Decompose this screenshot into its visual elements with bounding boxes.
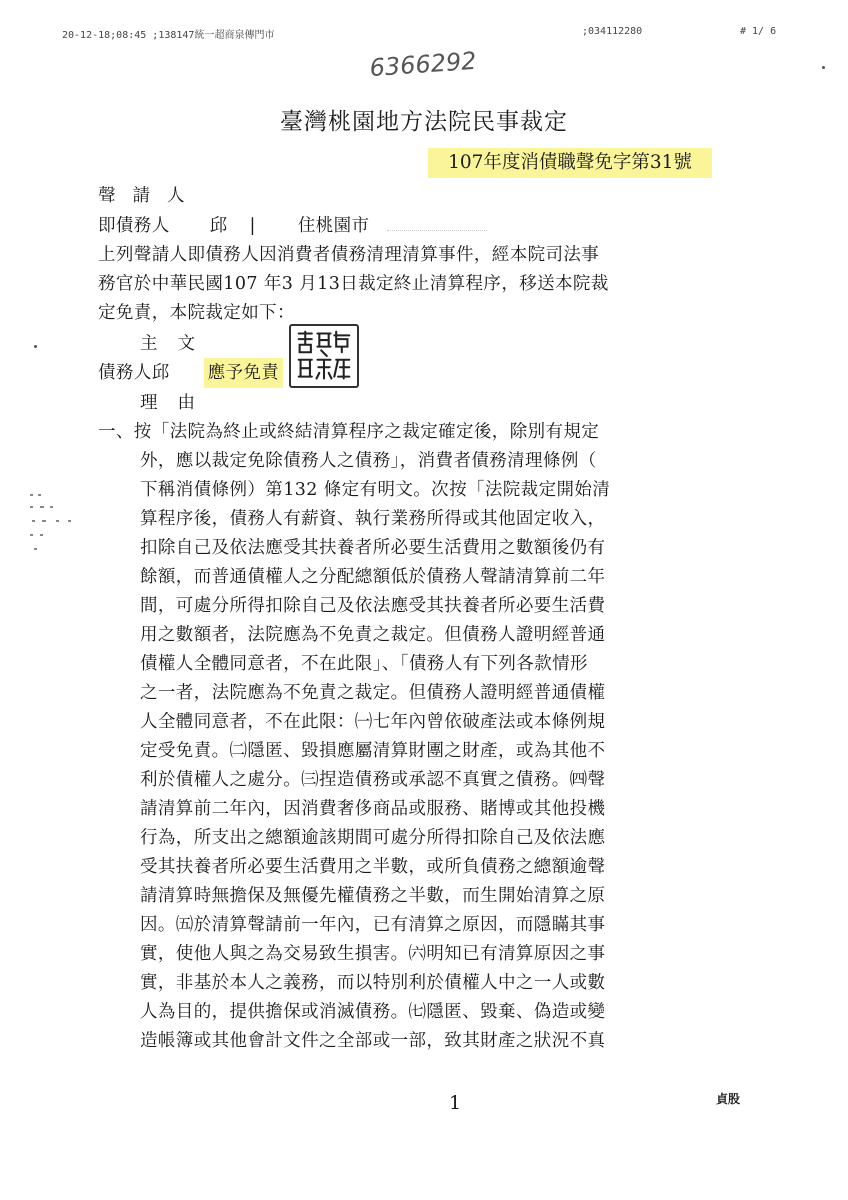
case-number: 107年度消債職聲免字第31號 [428,148,712,178]
handwritten-number: 6366292 [368,46,478,83]
intro-line-2: 務官於中華民國107 年3 月13日裁定終止清算程序，移送本院裁 [98,274,609,294]
ruling-line [98,358,738,388]
margin-scan-marks [28,490,78,560]
reason-line: 算程序後，債務人有薪資、執行業務所得或其他固定收入， [140,509,606,529]
reason-line: 之一者，法院應為不免責之裁定。但債務人證明經普通債權 [140,683,606,703]
reason-line: 造帳簿或其他會計文件之全部或一部，致其財產之狀況不真 [140,1031,606,1051]
reason-line: 實，非基於本人之義務，而以特別利於債權人中之一人或數 [140,973,606,993]
reason-line: 人全體同意者，不在此限：㈠七年內曾依破產法或本條例規 [140,712,606,732]
reason-line: 餘額，而普通債權人之分配總額低於債務人聲請清算前二年 [140,567,606,587]
scan-speck [34,345,37,348]
reason-line: 人為目的，提供擔保或消滅債務。㈦隱匿、毀棄、偽造或變 [140,1002,606,1022]
fax-header-page: # 1/ 6 [740,26,777,37]
petitioner-label: 聲請人 [98,186,202,206]
fax-header-left: 20-12-18;08:45 ;138147統一超商泉傳門市 [62,30,275,41]
reason-line: 間，可處分所得扣除自己及依法應受其扶養者所必要生活費 [140,596,606,616]
ruling-prefix: 債務人邱 [98,363,170,383]
reasons-heading: 理由 [140,393,215,413]
clerk-seal-graphic [291,326,357,386]
reason-line: 行為，所支出之總額逾該期間可處分所得扣除自己及依法應 [140,828,606,848]
reason-line: 下稱消債條例）第132 條定有明文。次按「法院裁定開始清 [140,480,611,500]
reason-line: 受其扶養者所必要生活費用之半數，或所負債務之總額逾聲 [140,857,606,877]
debtor-label: 即債務人 [98,216,170,236]
footer-division: 貞股 [716,1092,741,1106]
intro-line-1: 上列聲請人即債務人因消費者債務清理清算事件，經本院司法事 [98,245,600,265]
intro-line-3: 定免責，本院裁定如下： [98,303,295,323]
page-number: 1 [448,1092,462,1114]
debtor-name-tail: | [249,216,256,236]
clerk-seal [289,324,359,388]
reason-line: 債權人全體同意者，不在此限」、「債務人有下列各款情形 [140,654,588,674]
reason-line: 實，使他人與之為交易致生損害。㈥明知已有清算原因之事 [140,944,606,964]
document-title: 臺灣桃園地方法院民事裁定 [280,109,568,135]
reason-line: 因。㈤於清算聲請前一年內，已有清算之原因，而隱瞞其事 [140,915,606,935]
reason-line-first: 一、按「法院為終止或終結清算程序之裁定確定後，除別有規定 [98,422,600,442]
reason-line: 扣除自己及依法應受其扶養者所必要生活費用之數額後仍有 [140,538,606,558]
redacted-area [387,220,487,231]
debtor-name: 邱 [209,216,228,236]
ruling-highlight: 應予免責 [204,358,284,388]
main-text-heading: 主文 [140,334,215,354]
reason-line: 外，應以裁定免除債務人之債務」，消費者債務清理條例（ [140,451,597,471]
reason-line: 定受免責。㈡隱匿、毀損應屬清算財團之財產，或為其他不 [140,741,606,761]
reason-line: 用之數額者，法院應為不免責之裁定。但債務人證明經普通 [140,625,606,645]
debtor-info-line [98,211,738,241]
reason-line: 利於債權人之處分。㈢捏造債務或承認不真實之債務。㈣聲 [140,770,606,790]
reason-line: 請清算前二年內，因消費奢侈商品或服務、賭博或其他投機 [140,799,606,819]
fax-header-phone: ;034112280 [582,26,643,37]
scan-speck [822,66,825,69]
debtor-address: 住桃園市 [297,216,370,236]
reason-line: 請清算時無擔保及無優先權債務之半數，而生開始清算之原 [140,886,606,906]
